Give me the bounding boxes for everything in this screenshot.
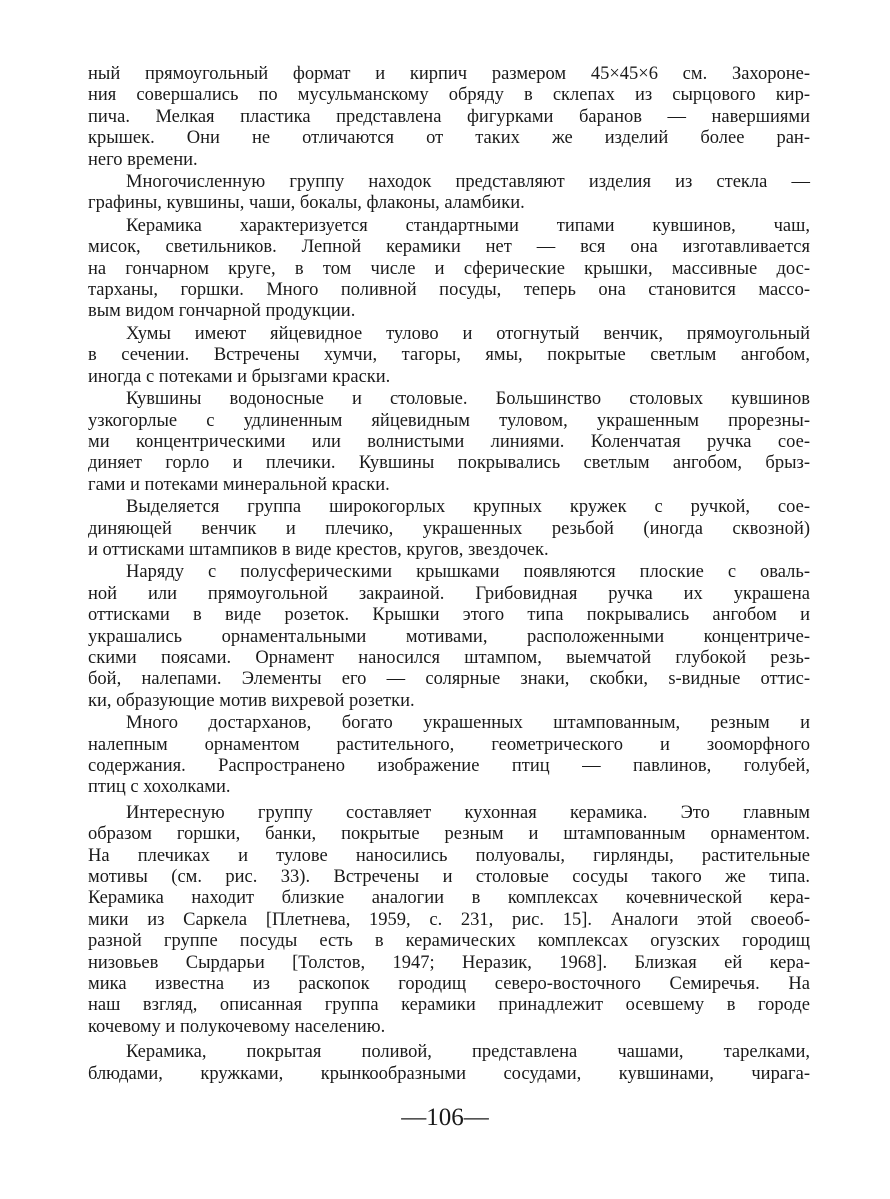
text-line: Керамика, покрытая поливой, представлена чашами, тарелками, bbox=[126, 1042, 810, 1063]
text-line: Наряду с полусферическими крышками появляются плоские с оваль- bbox=[126, 562, 810, 583]
paragraph bbox=[88, 562, 810, 712]
text-line: Керамика находит близкие аналогии в комплексах кочевнической кера- bbox=[88, 888, 810, 909]
text-line: кочевому и полукочевому населению. bbox=[88, 1016, 386, 1037]
paragraph bbox=[88, 389, 810, 496]
text-line: гами и потеками минеральной краски. bbox=[88, 474, 390, 495]
text-line: скими поясами. Орнамент наносился штампом, выемчатой глубокой резь- bbox=[88, 647, 810, 668]
text-line: Многочисленную группу находок представляют изделия из стекла — bbox=[126, 172, 810, 193]
text-line: образом горшки, банки, покрытые резным и штампованным орнаментом. bbox=[88, 824, 810, 845]
text-line: в сечении. Встречены хумчи, тагоры, ямы, покрытые светлым ангобом, bbox=[88, 345, 810, 366]
text-line: налепным орнаментом растительного, геометрического и зооморфного bbox=[88, 734, 810, 755]
text-line: иногда с потеками и брызгами краски. bbox=[88, 366, 391, 387]
text-line: Хумы имеют яйцевидное тулово и отогнутый венчик, прямоугольный bbox=[126, 323, 810, 344]
text-line: Много достарханов, богато украшенных штампованным, резным и bbox=[126, 713, 810, 734]
paragraph bbox=[88, 216, 810, 323]
text-line: узкогорлые с удлиненным яйцевидным туловом, украшенным прорезны- bbox=[88, 410, 810, 431]
paragraph bbox=[88, 172, 810, 215]
paragraph bbox=[88, 324, 810, 388]
text-line: На плечиках и тулове наносились полуовалы, гирлянды, растительные bbox=[88, 845, 810, 866]
text-line: тарханы, горшки. Много поливной посуды, теперь она становится массо- bbox=[88, 280, 810, 301]
text-line: блюдами, кружками, крынкообразными сосудами, кувшинами, чирага- bbox=[88, 1063, 810, 1084]
text-line: птиц с хохолками. bbox=[88, 777, 231, 798]
text-line: мотивы (см. рис. 33). Встречены и столовые сосуды такого же типа. bbox=[88, 867, 810, 888]
text-line: диняет горло и плечики. Кувшины покрывались светлым ангобом, брыз- bbox=[88, 453, 810, 474]
text-line: бой, налепами. Элементы его — солярные знаки, скобки, s-видные оттис- bbox=[88, 669, 810, 690]
text-line: содержания. Распространено изображение птиц — павлинов, голубей, bbox=[88, 756, 810, 776]
text-line: Керамика характеризуется стандартными типами кувшинов, чаш, bbox=[126, 215, 810, 236]
text-line: ной или прямоугольной закраиной. Грибовидная ручка их украшена bbox=[88, 583, 810, 604]
text-line: наш взгляд, описанная группа керамики принадлежит осевшему в городе bbox=[88, 995, 810, 1016]
text-line: крышек. Они не отличаются от таких же изделий более ран- bbox=[88, 128, 810, 149]
text-line: Выделяется группа широкогорлых крупных кружек с ручкой, сое- bbox=[126, 497, 810, 518]
text-line: на гончарном круге, в том числе и сферические крышки, массивные дос- bbox=[88, 258, 810, 279]
text-line: Интересную группу составляет кухонная керамика. Это главным bbox=[126, 802, 810, 823]
paragraph bbox=[88, 64, 810, 171]
text-line: мики из Саркела [Плетнева, 1959, с. 231, рис. 15]. Аналоги этой своеоб- bbox=[88, 909, 810, 930]
text-line: него времени. bbox=[88, 149, 198, 170]
text-line: разной группе посуды есть в керамических комплексах огузских городищ bbox=[88, 931, 810, 952]
text-line: пича. Мелкая пластика представлена фигурками баранов — навершиями bbox=[88, 106, 810, 127]
text-line: ми концентрическими или волнистыми линиями. Коленчатая ручка сое- bbox=[88, 431, 810, 452]
text-line: украшались орнаментальными мотивами, расположенными концентриче- bbox=[88, 626, 810, 647]
text-line: ный прямоугольный формат и кирпич размером 45×45×6 см. Захороне- bbox=[88, 64, 810, 84]
text-line: мисок, светильников. Лепной керамики нет — вся она изготавливается bbox=[88, 237, 810, 258]
text-line: и оттисками штампиков в виде крестов, кругов, звездочек. bbox=[88, 539, 549, 560]
text-line: ки, образующие мотив вихревой розетки. bbox=[88, 690, 415, 711]
text-line: диняющей венчик и плечико, украшенных резьбой (иногда сквозной) bbox=[88, 518, 810, 539]
text-line: низовьев Сырдарьи [Толстов, 1947; Неразик, 1968]. Близкая ей кера- bbox=[88, 952, 810, 973]
text-line: вым видом гончарной продукции. bbox=[88, 301, 356, 322]
paragraph bbox=[88, 1042, 810, 1085]
text-line: мика известна из раскопок городищ северо-восточного Семиречья. На bbox=[88, 974, 810, 995]
paragraph bbox=[88, 713, 810, 799]
text-line: оттисками в виде розеток. Крышки этого типа покрывались ангобом и bbox=[88, 605, 810, 626]
paragraph bbox=[88, 803, 810, 1038]
text-line: Кувшины водоносные и столовые. Большинство столовых кувшинов bbox=[126, 389, 810, 410]
page-number: —106— bbox=[401, 1104, 489, 1131]
paragraph bbox=[88, 497, 810, 561]
page-body bbox=[88, 64, 810, 1086]
text-line: графины, кувшины, чаши, бокалы, флаконы, аламбики. bbox=[88, 193, 525, 214]
text-line: ния совершались по мусульманскому обряду в склепах из сырцового кир- bbox=[88, 85, 810, 106]
